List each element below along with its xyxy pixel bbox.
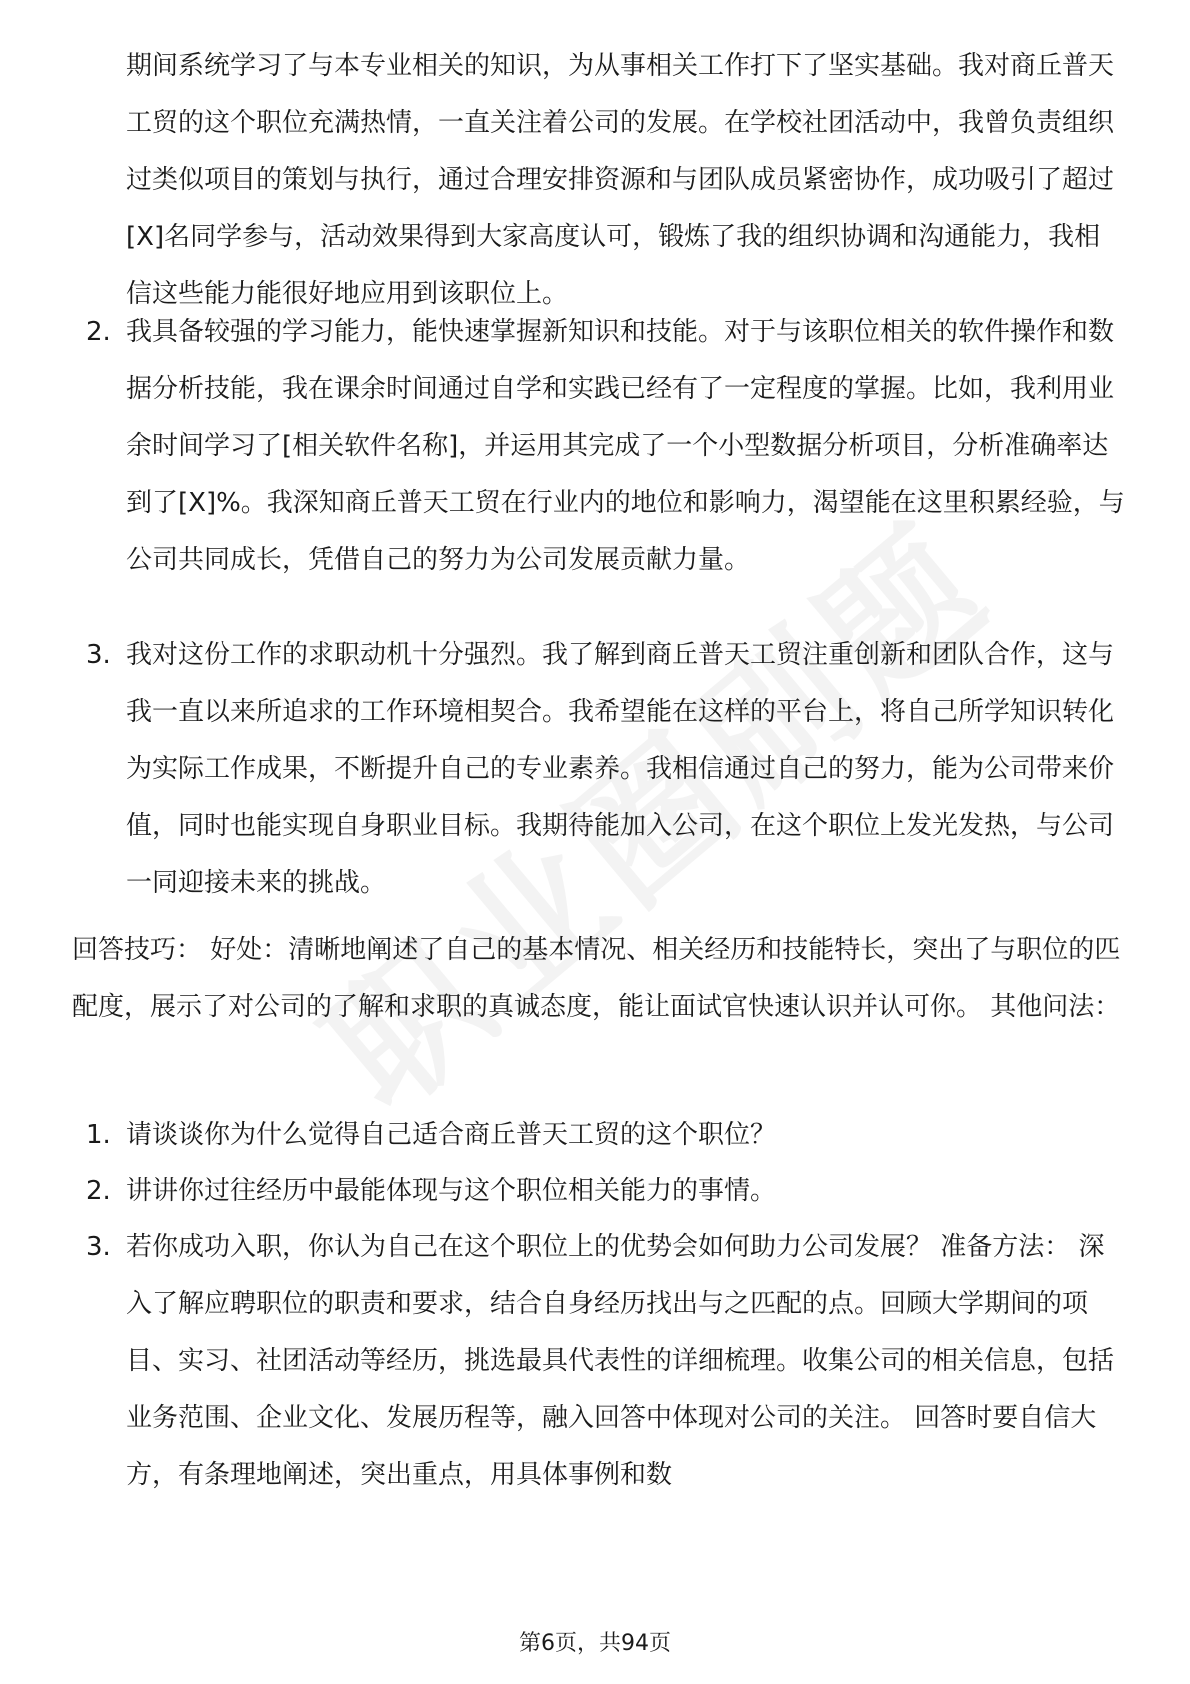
answer-item-2-text: 我具备较强的学习能力，能快速掌握新知识和技能。对于与该职位相关的软件操作和数据分析技能，我在课余时间通过自学和实践已经有了一定程度的掌握。比如，我利用业余时间学习了[相关软件名称]，并运用其完成了一个小型数据分析项目，分析准确率达到了[X]%。我深知商丘普天工贸在行业内的地位和影响力，渴望能在这里积累经验，与公司共同成长，凭借自己的努力为公司发展贡献力量。 bbox=[126, 317, 1125, 575]
answer-tips-paragraph: 回答技巧： 好处：清晰地阐述了自己的基本情况、相关经历和技能特长，突出了与职位的匹配度，展示了对公司的了解和求职的真诚态度，能让面试官快速认识并认可你。 其他问法： bbox=[72, 935, 1121, 1022]
other-question-2-text: 讲讲你过往经历中最能体现与这个职位相关能力的事情。 bbox=[126, 1176, 777, 1206]
other-question-1-text: 请谈谈你为什么觉得自己适合商丘普天工贸的这个职位？ bbox=[126, 1120, 777, 1150]
answer-item-3-number: 3. bbox=[86, 640, 111, 670]
other-question-2-number: 2. bbox=[86, 1176, 111, 1206]
other-question-1-number: 1. bbox=[86, 1120, 111, 1150]
answer-item-1-continuation: 期间系统学习了与本专业相关的知识，为从事相关工作打下了坚实基础。我对商丘普天工贸的这个职位充满热情，一直关注着公司的发展。在学校社团活动中，我曾负责组织过类似项目的策划与执行，通过合理安排资源和与团队成员紧密协作，成功吸引了超过[X]名同学参与，活动效果得到大家高度认可，锻炼了我的组织协调和沟通能力，我相信这些能力能很好地应用到该职位上。 bbox=[126, 51, 1115, 309]
answer-item-3-text: 我对这份工作的求职动机十分强烈。我了解到商丘普天工贸注重创新和团队合作，这与我一直以来所追求的工作环境相契合。我希望能在这样的平台上，将自己所学知识转化为实际工作成果，不断提升自己的专业素养。我相信通过自己的努力，能为公司带来价值，同时也能实现自身职业目标。我期待能加入公司，在这个职位上发光发热，与公司一同迎接未来的挑战。 bbox=[126, 640, 1115, 898]
page-number-footer: 第6页，共94页 bbox=[519, 1631, 671, 1656]
answer-item-2-number: 2. bbox=[86, 317, 111, 347]
other-question-3-number: 3. bbox=[86, 1232, 111, 1262]
other-question-3-text: 若你成功入职，你认为自己在这个职位上的优势会如何助力公司发展？ 准备方法： 深入了解应聘职位的职责和要求，结合自身经历找出与之匹配的点。回顾大学期间的项目、实习、社团活动等经历，挑选最具代表性的详细梳理。收集公司的相关信息，包括业务范围、企业文化、发展历程等，融入回答中体现对公司的关注。 回答时要自信大方，有条理地阐述，突出重点，用具体事例和数 bbox=[126, 1232, 1115, 1490]
